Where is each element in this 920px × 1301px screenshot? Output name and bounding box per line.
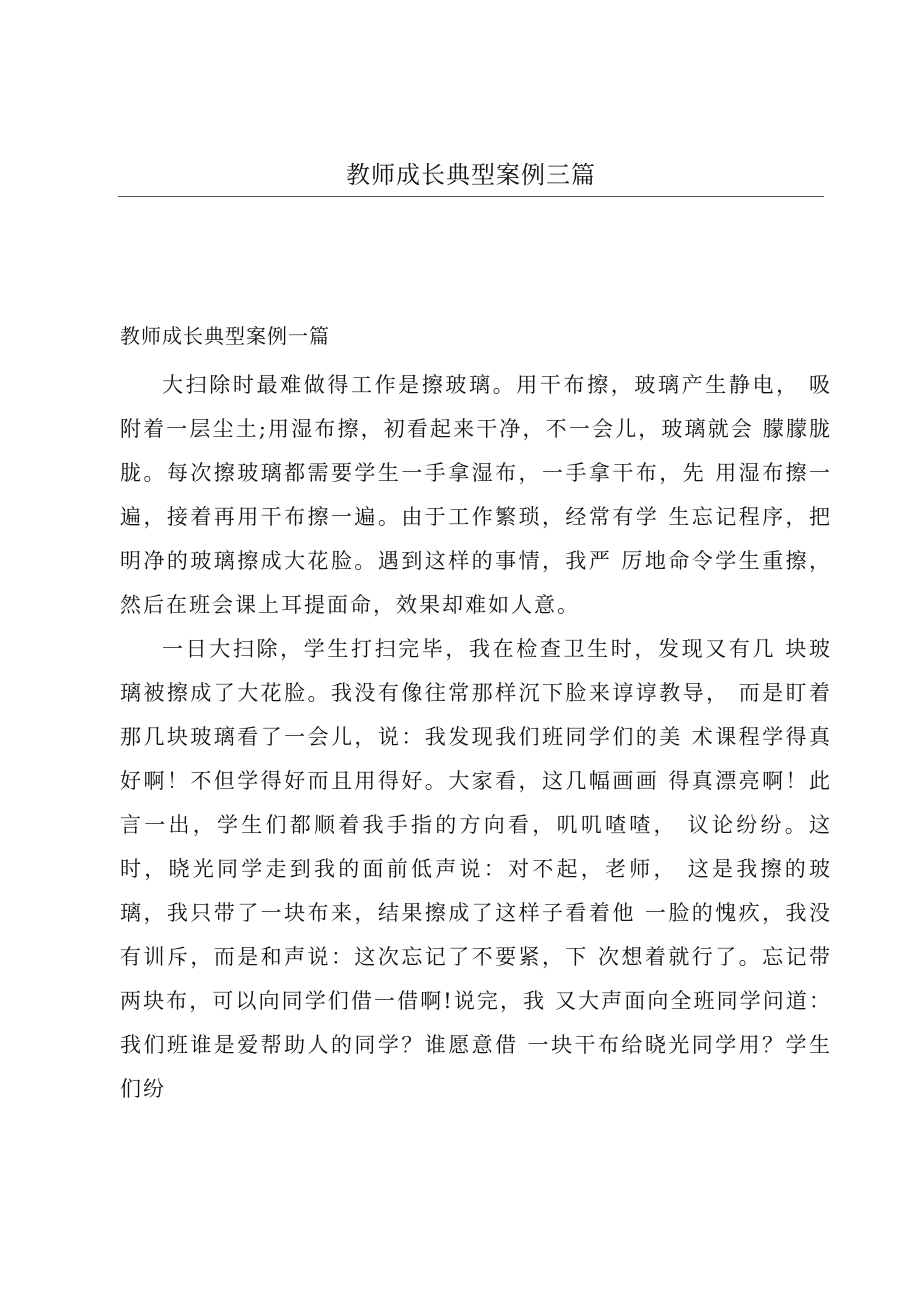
paragraph-1: 大扫除时最难做得工作是擦玻璃。用干布擦，玻璃产生静电， 吸附着一层尘土;用湿布擦，初看起来干净，不一会儿，玻璃就会 朦朦胧胧。每次擦玻璃都需要学生一手拿湿布，一手拿干布，先 用湿布擦一遍，接着再用干布擦一遍。由于工作繁琐，经常有学 生忘记程序，把明净的玻璃擦成大花脸。遇到这样的事情，我严 厉地命令学生重擦，然后在班会课上耳提面命，效果却难如人意。	[120, 373, 832, 617]
document-title: 教师成长典型案例三篇	[346, 161, 596, 189]
paragraph-2: 一日大扫除，学生打扫完毕，我在检查卫生时，发现又有几 块玻璃被擦成了大花脸。我没有像往常那样沉下脸来谆谆教导， 而是盯着那几块玻璃看了一会儿，说：我发现我们班同学们的美 术课程学得真好啊！不但学得好而且用得好。大家看，这几幅画画 得真漂亮啊！此言一出，学生们都顺着我手指的方向看，叽叽喳喳， 议论纷纷。这时，晓光同学走到我的面前低声说：对不起，老师， 这是我擦的玻璃，我只带了一块布来，结果擦成了这样子看着他 一脸的愧疚，我没有训斥，而是和声说：这次忘记了不要紧，下 次想着就行了。忘记带两块布，可以向同学们借一借啊!说完，我 又大声面向全班同学问道：我们班谁是爱帮助人的同学？谁愿意借 一块干布给晓光同学用？学生们纷	[120, 637, 832, 1101]
document-body	[120, 363, 832, 1111]
section-heading: 教师成长典型案例一篇	[120, 324, 330, 348]
title-block	[118, 160, 824, 197]
